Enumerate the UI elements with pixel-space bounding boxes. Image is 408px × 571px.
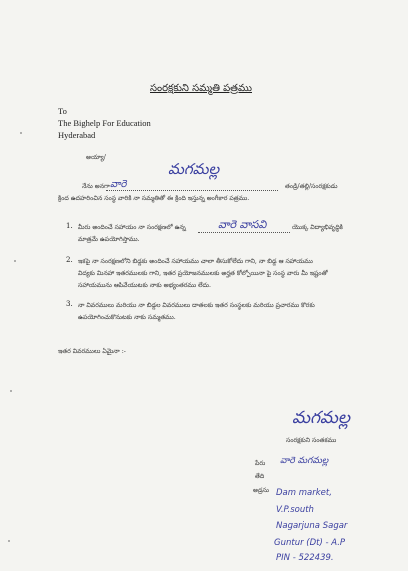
intro-name-underline [106, 190, 278, 191]
intro-prefix: నేను అనగా [82, 183, 110, 190]
item-2-line3: సహాయమును ఆపివేయుటకు నాకు అభ్యంతరము లేదు. [78, 282, 211, 289]
address-line-2: V.P.south [276, 505, 314, 515]
handwritten-intro-name: వారె [110, 179, 127, 190]
other-details-label: ఇతర వివరములు ఏమైనా :- [58, 348, 126, 355]
item-1-line1b: యొక్క విద్యాభివృద్ధికి [292, 224, 343, 231]
item-1-line1a: మీరు అందించే సహాయం నా సంరక్షణలో ఉన్న [78, 224, 186, 231]
handwritten-signature: మగమల్ల [292, 408, 350, 428]
scan-speck [8, 540, 10, 542]
address-line-3: Nagarjuna Sagar [276, 521, 348, 531]
letter-title: సంరక్షకుని సమ్మతి పత్రము [150, 83, 252, 94]
to-org-line: The Bighelp For Education [58, 118, 151, 128]
name-label: పేరు [255, 460, 266, 467]
item-2-line2: విద్యకు మినహా ఇతరములకు గాని, ఇతర ప్రయోజనములకు అర్హత కోల్పోయినా పై సంస్థ వారు మీ ఇష్టంతో [78, 270, 328, 277]
date-label: తేది [255, 473, 265, 480]
item-1-line2: మాత్రమే ఉపయోగిస్తాము. [78, 236, 140, 243]
intro-suffix: తండ్రి/తల్లి/సంరక్షకుడు [285, 183, 338, 190]
item-3-line1: నా వివరములు మరియు నా బిడ్డల వివరములు దాతలకు ఇతర సంస్థలకు మరియు ప్రచారము కొరకు [78, 302, 315, 309]
intro-line2: క్రింద ఉదహరించిన సంస్థ వారికి నా సమ్మతితో ఈ క్రింది ఇస్తున్న అంగీకార పత్రము. [58, 195, 250, 202]
address-line-4: Guntur (Dt) - A.P [274, 538, 346, 548]
address-line-5: PIN - 522439. [276, 553, 334, 563]
item-1-underline [198, 232, 290, 233]
salutation: అయ్యా/ [86, 154, 106, 161]
address-line-1: Dam market, [276, 488, 332, 498]
scan-speck [14, 260, 16, 262]
item-1-handwritten-child-name: వారె వాసవి [218, 218, 267, 231]
handwritten-guardian-name: మగమల్ల [168, 160, 220, 178]
handwritten-name-value: వారె మగమల్ల [280, 456, 329, 466]
address-label: అడ్రసు [253, 487, 270, 494]
scan-speck [10, 390, 12, 392]
item-2-line1: ఇకపై నా సంరక్షణలోని బిడ్డకు అందించే సహాయము చాలా తీసుకోలేదు గాని, నా బిడ్డ ఆ సహాయము [78, 258, 313, 265]
item-3-line2: ఉపయోగించుకొనుటకు నాకు సమ్మతము. [78, 314, 176, 321]
item-3-number: 3. [66, 300, 73, 308]
to-city-line: Hyderabad [58, 130, 96, 140]
item-1-number: 1. [66, 222, 73, 230]
scan-speck [20, 132, 22, 134]
item-2-number: 2. [66, 256, 73, 264]
signature-label: సంరక్షకుని సంతకము [286, 437, 337, 444]
to-line: To [58, 106, 67, 116]
